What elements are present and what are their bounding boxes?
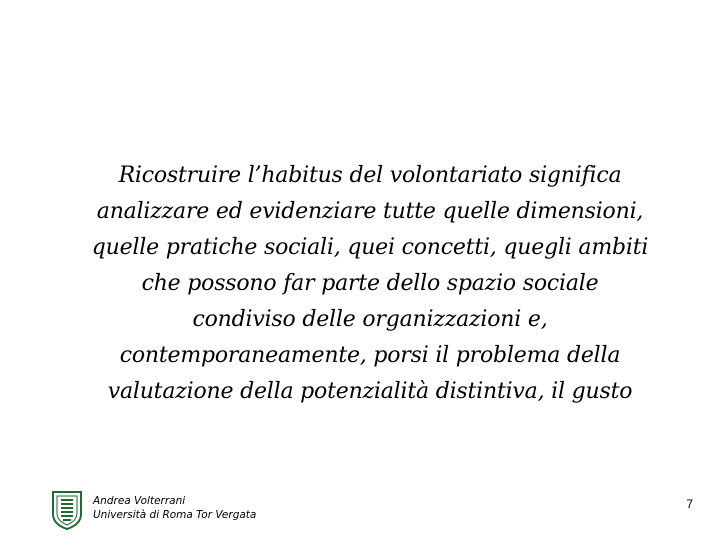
body-line: quelle pratiche sociali, quei concetti, quegli ambiti: [91, 235, 649, 260]
slide-body-text: [70, 158, 670, 410]
footer-credits: [93, 494, 256, 522]
body-line: valutazione della potenzialità distintiva, il gusto: [107, 379, 633, 404]
body-line: contemporaneamente, porsi il problema della: [119, 343, 621, 368]
body-line: analizzare ed evidenziare tutte quelle dimensioni,: [96, 199, 644, 224]
body-line: che possono far parte dello spazio sociale: [141, 271, 599, 296]
body-line: Ricostruire l’habitus del volontariato significa: [118, 163, 622, 188]
author-name: Andrea Volterrani: [93, 495, 186, 507]
body-line: condiviso delle organizzazioni e,: [192, 307, 548, 332]
page-number: 7: [686, 497, 693, 511]
institution-name: Università di Roma Tor Vergata: [93, 509, 257, 521]
university-crest-icon: [51, 490, 83, 530]
